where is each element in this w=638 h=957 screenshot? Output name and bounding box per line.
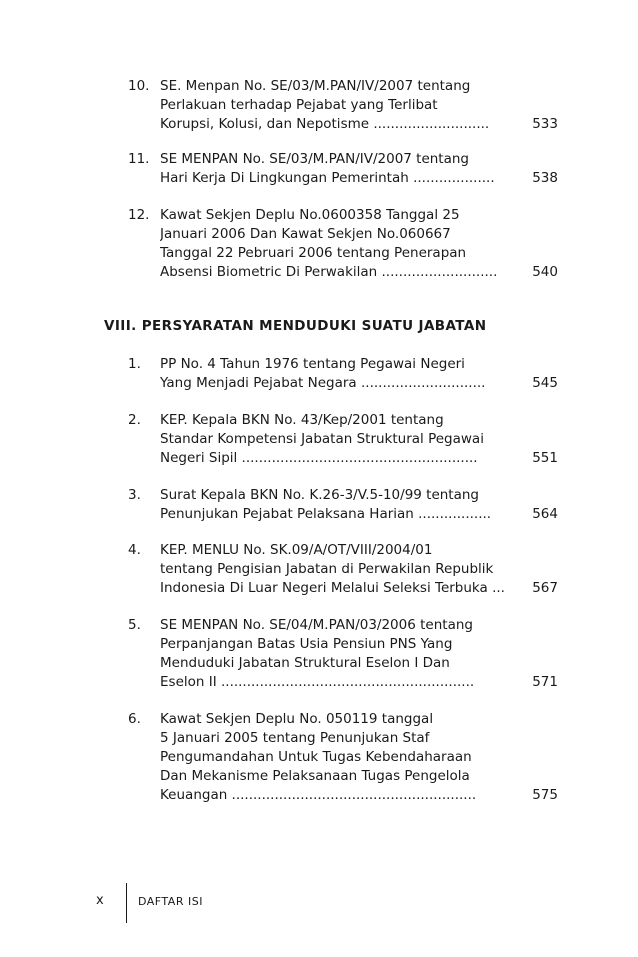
entry-text (160, 77, 506, 134)
entry-line: Januari 2006 Dan Kawat Sekjen No.060667 (160, 226, 451, 242)
entry-line: KEP. Kepala BKN No. 43/Kep/2001 tentang (160, 412, 444, 428)
entry-line: 5 Januari 2005 tentang Penunjukan Staf (160, 730, 430, 746)
entry-page-number: 567 (532, 580, 558, 596)
entry-line: Eselon II ........................................................... (160, 674, 475, 690)
entry-number: 2. (128, 412, 141, 428)
entry-number: 12. (128, 207, 150, 223)
entry-text (160, 486, 506, 524)
entry-number: 1. (128, 356, 141, 372)
entry-line: Yang Menjadi Pejabat Negara ............................. (160, 375, 486, 391)
footer-label: DAFTAR ISI (138, 895, 203, 908)
entry-line: Pengumandahan Untuk Tugas Kebendaharaan (160, 749, 472, 765)
entry-text (160, 616, 506, 692)
entry-line: KEP. MENLU No. SK.09/A/OT/VIII/2004/01 (160, 542, 433, 558)
entry-line: SE MENPAN No. SE/04/M.PAN/03/2006 tentang (160, 617, 473, 633)
entry-page-number: 564 (532, 506, 558, 522)
entry-line: Indonesia Di Luar Negeri Melalui Seleksi Terbuka ... (160, 580, 505, 596)
entry-line: Perlakuan terhadap Pejabat yang Terlibat (160, 97, 438, 113)
entry-number: 5. (128, 617, 141, 633)
entry-line: Tanggal 22 Pebruari 2006 tentang Penerapan (160, 245, 467, 261)
entry-page-number: 545 (532, 375, 558, 391)
entry-text (160, 355, 506, 393)
entry-line: Perpanjangan Batas Usia Pensiun PNS Yang (160, 636, 453, 652)
entry-line: Menduduki Jabatan Struktural Eselon I Dan (160, 655, 450, 671)
entry-page-number: 540 (532, 264, 558, 280)
entry-line: Korupsi, Kolusi, dan Nepotisme ........................... (160, 116, 490, 132)
section-title: VIII. PERSYARATAN MENDUDUKI SUATU JABATAN (104, 318, 487, 334)
entry-line: SE MENPAN No. SE/03/M.PAN/IV/2007 tentang (160, 151, 470, 167)
entry-line: Penunjukan Pejabat Pelaksana Harian ................. (160, 506, 492, 522)
entry-text (160, 710, 506, 805)
entry-line: SE. Menpan No. SE/03/M.PAN/IV/2007 tentang (160, 78, 471, 94)
entry-line: Kawat Sekjen Deplu No. 050119 tanggal (160, 711, 434, 727)
entry-number: 3. (128, 487, 141, 503)
entry-line: Hari Kerja Di Lingkungan Pemerintah ................... (160, 170, 495, 186)
entry-line: Keuangan ......................................................... (160, 787, 477, 803)
entry-number: 10. (128, 78, 150, 94)
entry-text (160, 541, 506, 598)
entry-line: Negeri Sipil ....................................................... (160, 450, 478, 466)
entry-number: 4. (128, 542, 141, 558)
entry-number: 11. (128, 151, 150, 167)
entry-line: PP No. 4 Tahun 1976 tentang Pegawai Negeri (160, 356, 465, 372)
entry-line: tentang Pengisian Jabatan di Perwakilan Republik (160, 561, 494, 577)
entry-page-number: 575 (532, 787, 558, 803)
entry-page-number: 533 (532, 116, 558, 132)
entry-text (160, 150, 506, 188)
entry-text (160, 206, 506, 282)
entry-page-number: 551 (532, 450, 558, 466)
entry-line: Standar Kompetensi Jabatan Struktural Pegawai (160, 431, 484, 447)
entry-line: Absensi Biometric Di Perwakilan ........................... (160, 264, 498, 280)
footer-page-number: x (96, 893, 104, 908)
entry-text (160, 411, 506, 468)
footer-divider (126, 883, 127, 923)
entry-line: Surat Kepala BKN No. K.26-3/V.5-10/99 tentang (160, 487, 480, 503)
entry-page-number: 571 (532, 674, 558, 690)
entry-number: 6. (128, 711, 141, 727)
entry-line: Dan Mekanisme Pelaksanaan Tugas Pengelola (160, 768, 470, 784)
entry-line: Kawat Sekjen Deplu No.0600358 Tanggal 25 (160, 207, 460, 223)
entry-page-number: 538 (532, 170, 558, 186)
